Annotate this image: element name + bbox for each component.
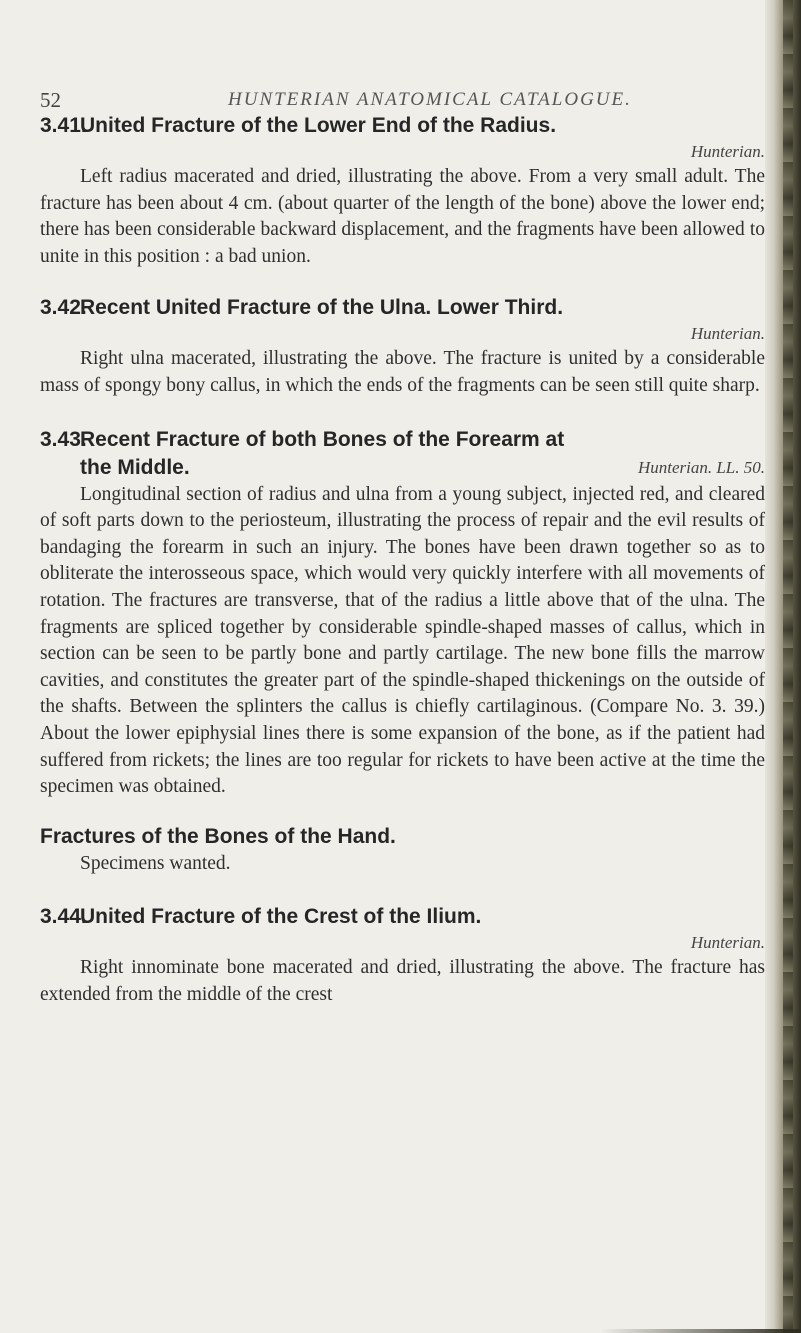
entry-title: Recent Fracture of both Bones of the Forearm at: [80, 427, 565, 451]
entry-heading: [40, 903, 765, 931]
catalogue-entry-3-43: [40, 426, 765, 801]
entry-title: Recent United Fracture of the Ulna. Lower Third.: [80, 296, 564, 320]
entry-number: 3.43.: [40, 427, 87, 451]
catalogue-entry-3-42: [40, 294, 765, 399]
entry-title: United Fracture of the Lower End of the Radius.: [80, 114, 557, 137]
entry-title-continued: the Middle.: [80, 455, 190, 479]
entry-description: Right ulna macerated, illustrating the above. The fracture is united by a considerable mass of spongy bony callus, in which the ends of the fragments can be seen still quite sharp.: [40, 348, 765, 396]
entry-number: 3.42.: [40, 296, 87, 320]
entry-heading: [40, 294, 765, 322]
page-bottom-edge: [600, 1329, 801, 1333]
section-note: Specimens wanted.: [80, 852, 231, 874]
entry-description: Left radius macerated and dried, illustrating the above. From a very small adult. The fracture has been about 4 cm. (about quarter of the length of the bone) above the lower end; there has been considerable backward displacement, and the fragments have been allowed to unite in this position : a bad union.: [40, 166, 765, 267]
entry-source: Hunterian.: [690, 142, 765, 161]
entry-source: Hunterian. LL. 50.: [637, 457, 765, 477]
catalogue-entry-3-41: [40, 112, 765, 270]
book-spine-texture: [783, 0, 793, 1333]
entry-heading-continued: [40, 454, 765, 482]
entry-heading: [40, 426, 765, 454]
page-number: 52: [40, 88, 61, 112]
entry-source: Hunterian.: [690, 324, 765, 344]
section-hand: [40, 823, 765, 878]
entry-title: United Fracture of the Crest of the Ilium.: [80, 905, 482, 929]
entry-source: Hunterian.: [690, 933, 765, 953]
entry-heading: [40, 112, 765, 140]
page-content: [40, 112, 765, 1008]
catalogue-entry-3-44: [40, 903, 765, 1008]
running-title: HUNTERIAN ANATOMICAL CATALOGUE.: [228, 89, 632, 110]
entry-number: 3.41.: [40, 114, 87, 137]
section-heading: Fractures of the Bones of the Hand.: [40, 824, 396, 848]
entry-description: Right innominate bone macerated and dried, illustrating the above. The fracture has extended from the middle of the crest: [40, 957, 765, 1005]
entry-description: Longitudinal section of radius and ulna from a young subject, injected red, and cleared of soft parts down to the periosteum, illustrating the process of repair and the evil results of bandaging the forearm in such an injury. The bones have been drawn together so as to obliterate the interosseous space, which would very quickly interfere with all movements of rotation. The fractures are transverse, that of the radius a little above that of the ulna. The fragments are spliced together by considerable spindle-shaped masses of callus, which in section can be seen to be partly bone and partly cartilage. The new bone fills the marrow cavities, and constitutes the greater part of the spindle-shaped thickenings on the outside of the shafts. Between the splinters the callus is chiefly cartilaginous. (Compare No. 3. 39.) About the lower epiphysial lines there is some expansion of the bone, as if the patient had suffered from rickets; the lines are too regular for rickets to have been active at the time the specimen was obtained.: [40, 483, 765, 798]
entry-number: 3.44.: [40, 905, 87, 929]
